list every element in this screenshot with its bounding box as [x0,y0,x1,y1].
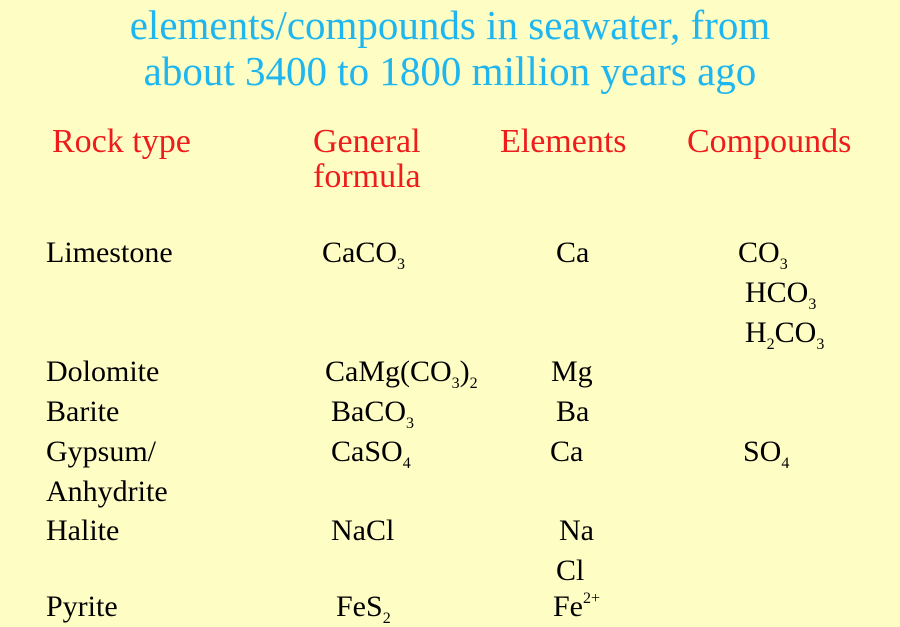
compound-co3: $CO_3$ [738,236,788,273]
rock-pyrite: Pyrite [46,590,118,623]
formula-halite: NaCl [331,514,395,547]
element-pyrite: $Fe^{2+}$ [553,590,601,623]
compound-hco3: $HCO_3$ [745,276,817,313]
title-line-1: elements/compounds in seawater, from [129,2,771,48]
header-formula: formula [313,158,421,195]
slide-title [0,0,900,94]
element-barite: Ba [556,395,590,428]
rock-gypsum: Gypsum/ [46,435,157,468]
formula-barite: BaCO$_3$ [331,395,414,432]
element-dolomite: Mg [551,355,593,388]
formula-pyrite: FeS$_2$ [336,590,391,627]
compound-h2co3: $H_2CO_3$ [745,316,825,353]
title-line-2: about 3400 to 1800 million years ago [143,48,757,94]
element-gypsum: Ca [550,435,584,468]
formula-gypsum: CaSO$_4$ [331,435,411,472]
rock-dolomite: Dolomite [46,355,160,388]
formula-dolomite: $CaMg(CO_3)_2$ [325,355,478,392]
rock-limestone: Limestone [46,236,173,269]
header-compounds: Compounds [687,123,852,160]
formula-limestone: CaCO$_3$ [322,236,405,273]
header-rock-type: Rock type [52,123,191,160]
rock-barite: Barite [46,395,120,428]
element-limestone: Ca [556,236,590,269]
header-general: General [313,123,421,160]
header-elements: Elements [500,123,627,160]
rock-anhydrite: Anhydrite [46,475,168,508]
element-cl: Cl [556,554,585,587]
compound-so4: $SO_4$ [743,435,790,472]
rock-halite: Halite [46,514,120,547]
element-na: Na [559,514,594,547]
